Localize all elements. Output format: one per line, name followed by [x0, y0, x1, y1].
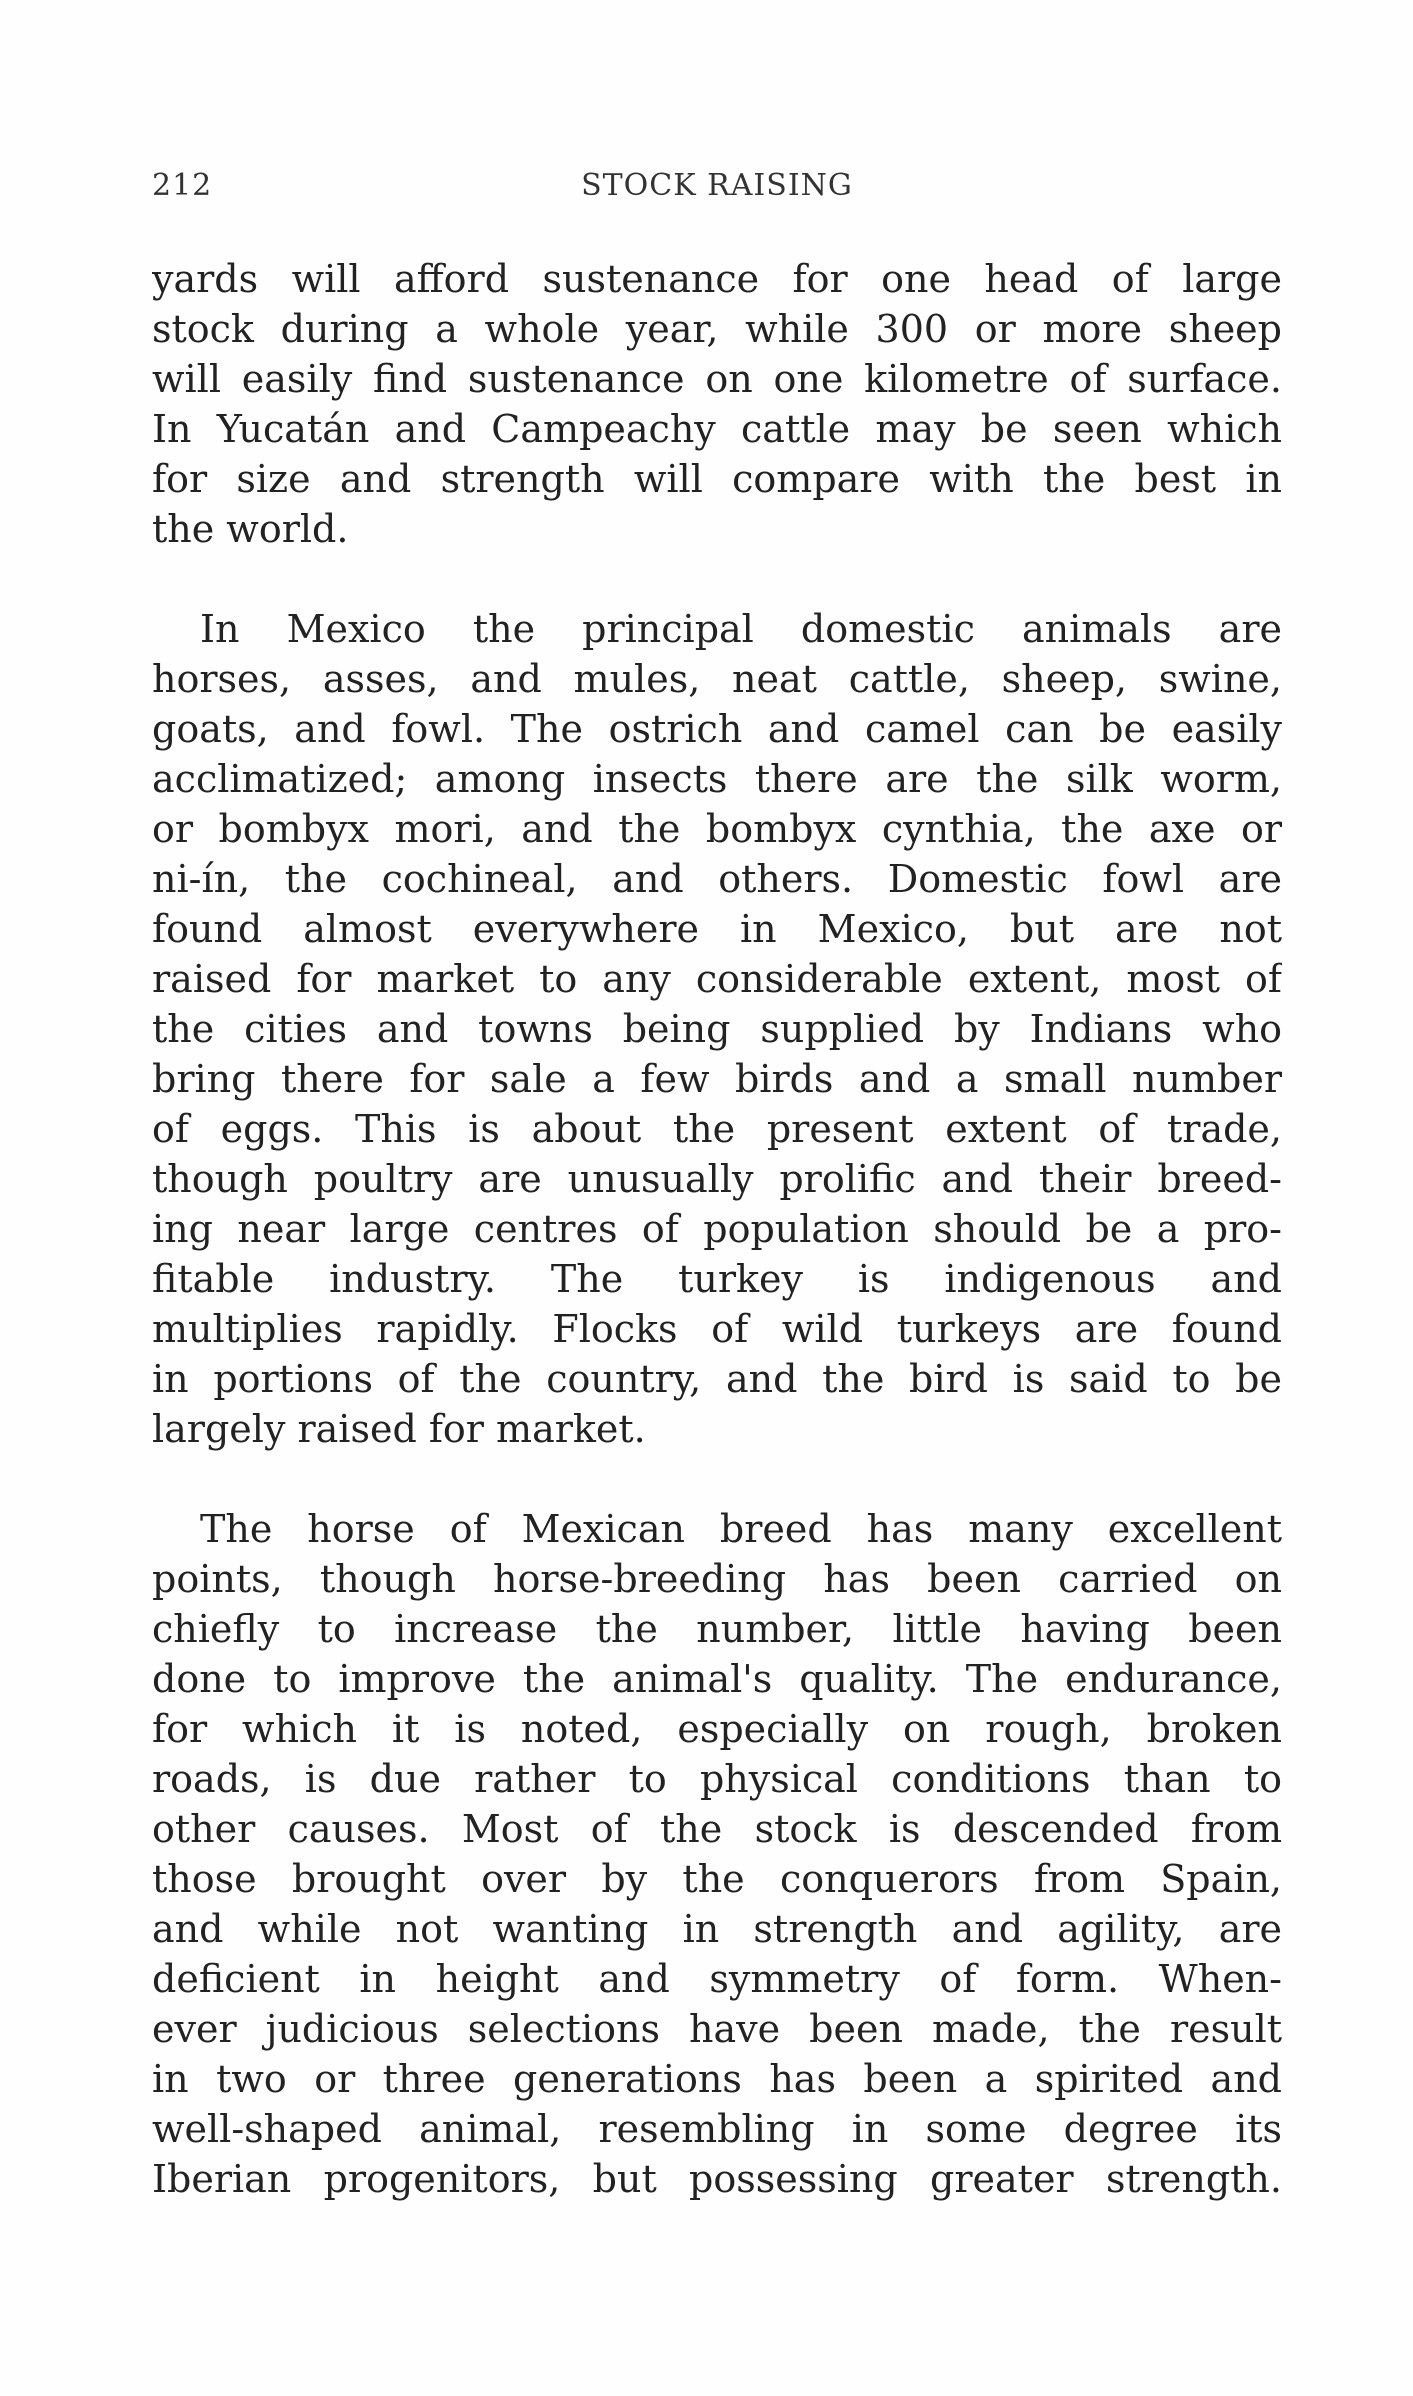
text-line: the cities and towns being supplied by Indians who [152, 1007, 1282, 1051]
text-line: the world. [152, 507, 349, 551]
text-line: multiplies rapidly. Flocks of wild turkeys are found [152, 1307, 1282, 1351]
text-line: other causes. Most of the stock is descended from [152, 1807, 1282, 1851]
body-text [152, 254, 1282, 2204]
text-line: points, though horse-breeding has been carried on [152, 1557, 1282, 1601]
text-line: yards will afford sustenance for one head of large [152, 257, 1282, 301]
text-line: Iberian progenitors, but possessing greater strength. [152, 2157, 1282, 2201]
paragraph-spacer [152, 554, 1282, 604]
text-line: deficient in height and symmetry of form. When- [152, 1957, 1282, 2001]
text-line: bring there for sale a few birds and a small number [152, 1057, 1282, 1101]
text-line: of eggs. This is about the present extent of trade, [152, 1107, 1282, 1151]
text-line: largely raised for market. [152, 1407, 646, 1451]
page-number: 212 [152, 168, 213, 203]
text-line: will easily find sustenance on one kilometre of surface. [152, 357, 1282, 401]
text-line: raised for market to any considerable extent, most of [152, 957, 1282, 1001]
text-line: well-shaped animal, resembling in some degree its [152, 2107, 1282, 2151]
paragraph [152, 254, 1282, 554]
text-line: The horse of Mexican breed has many excellent [200, 1507, 1282, 1551]
text-line: those brought over by the conquerors from Spain, [152, 1857, 1282, 1901]
text-line: goats, and fowl. The ostrich and camel can be easily [152, 707, 1282, 751]
text-line: chiefly to increase the number, little having been [152, 1607, 1282, 1651]
text-line: in two or three generations has been a spirited and [152, 2057, 1282, 2101]
text-line: horses, asses, and mules, neat cattle, sheep, swine, [152, 657, 1282, 701]
text-line: roads, is due rather to physical conditions than to [152, 1757, 1282, 1801]
text-line: fitable industry. The turkey is indigenous and [152, 1257, 1282, 1301]
text-line: stock during a whole year, while 300 or more sheep [152, 307, 1282, 351]
text-line: though poultry are unusually prolific and their breed- [152, 1157, 1282, 1201]
text-line: In Yucatán and Campeachy cattle may be seen which [152, 407, 1282, 451]
text-line: In Mexico the principal domestic animals are [200, 607, 1282, 651]
text-line: or bombyx mori, and the bombyx cynthia, the axe or [152, 807, 1282, 851]
text-line: and while not wanting in strength and agility, are [152, 1907, 1282, 1951]
text-line: done to improve the animal's quality. The endurance, [152, 1657, 1282, 1701]
text-line: acclimatized; among insects there are the silk worm, [152, 757, 1282, 801]
text-line: in portions of the country, and the bird is said to be [152, 1357, 1282, 1401]
text-line: ing near large centres of population should be a pro- [152, 1207, 1282, 1251]
paragraph [152, 604, 1282, 1454]
text-line: for which it is noted, especially on rough, broken [152, 1707, 1282, 1751]
text-line: ni-ín, the cochineal, and others. Domestic fowl are [152, 857, 1282, 901]
text-line: ever judicious selections have been made, the result [152, 2007, 1282, 2051]
running-head: STOCK RAISING [581, 168, 853, 203]
text-line: found almost everywhere in Mexico, but are not [152, 907, 1282, 951]
paragraph [152, 1504, 1282, 2204]
page-header [152, 168, 1282, 212]
paragraph-spacer [152, 1454, 1282, 1504]
text-line: for size and strength will compare with the best in [152, 457, 1282, 501]
